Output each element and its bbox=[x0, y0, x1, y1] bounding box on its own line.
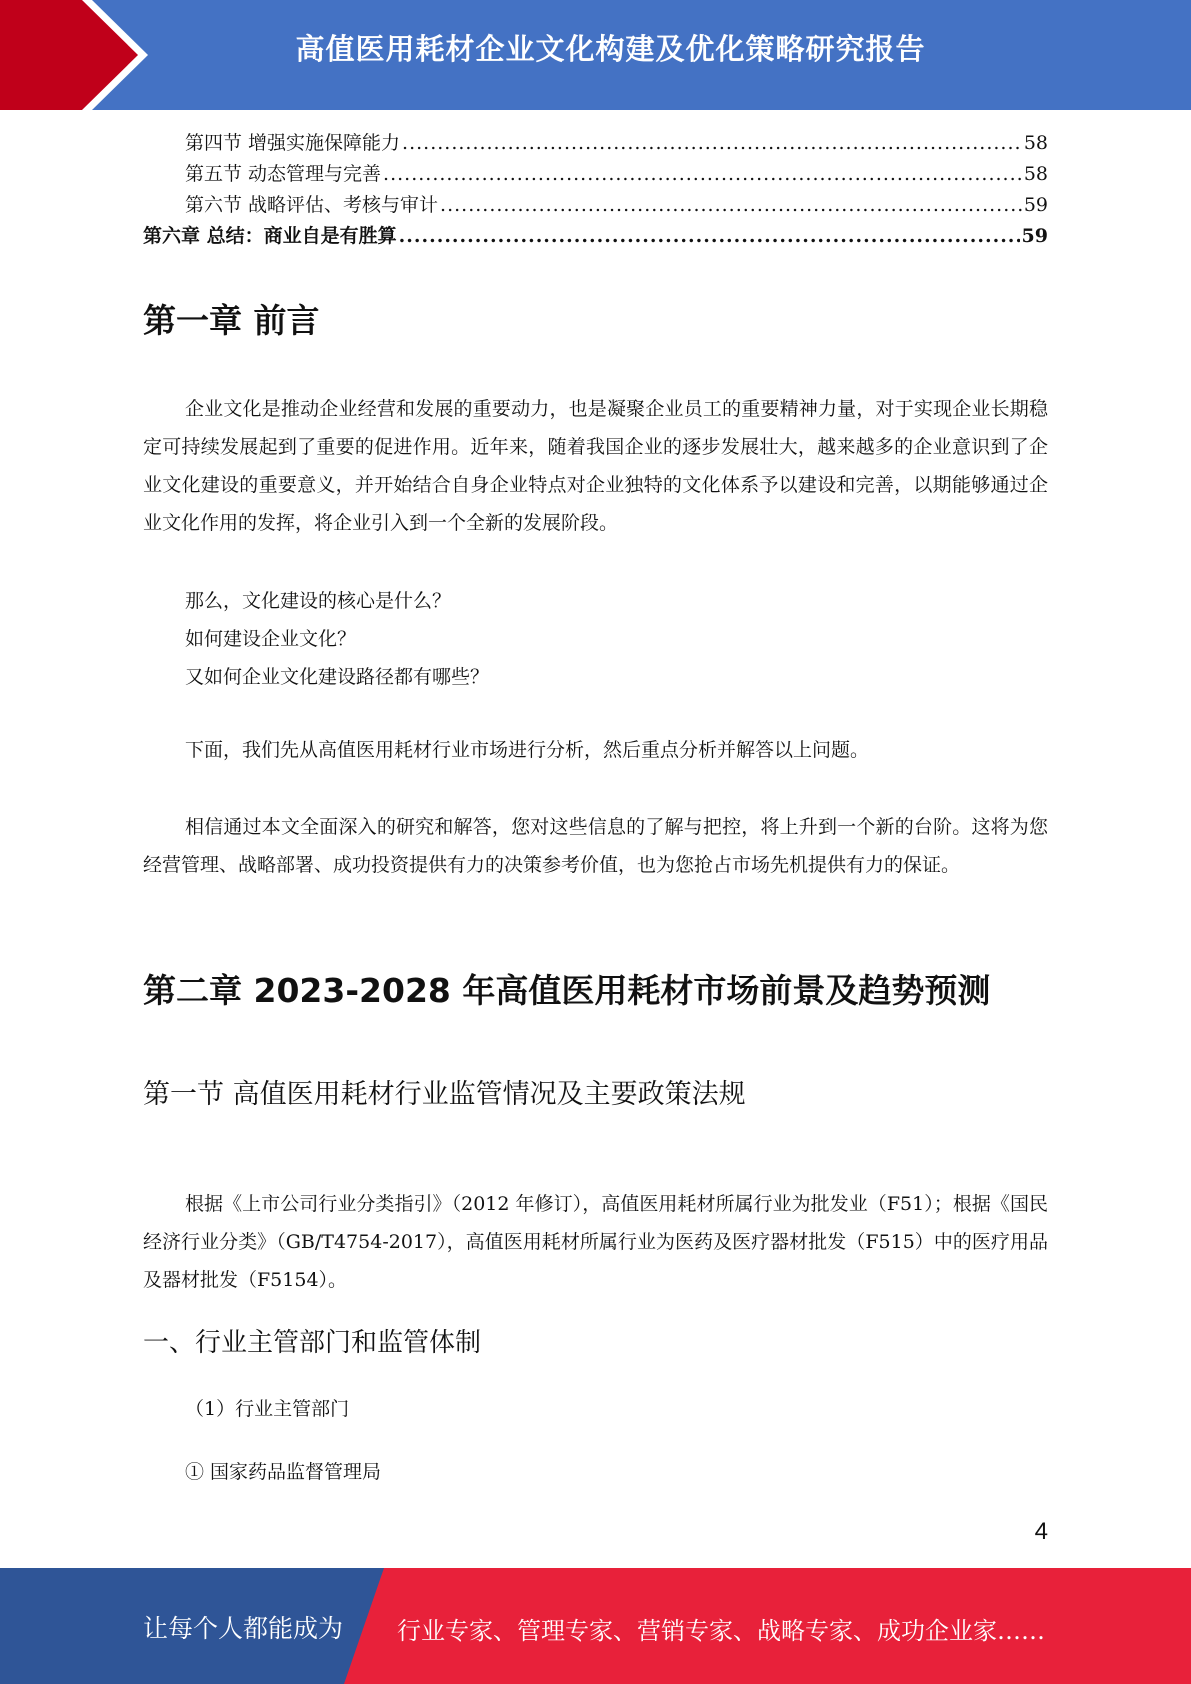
toc-entry-label: 第五节 动态管理与完善 bbox=[185, 163, 382, 185]
toc-leader-dots bbox=[383, 163, 1022, 185]
footer-slogan-right: 行业专家、管理专家、营销专家、战略专家、成功企业家…… bbox=[397, 1617, 1045, 1645]
toc-entry-page: 58 bbox=[1023, 163, 1048, 185]
toc-entry[interactable] bbox=[143, 159, 1048, 190]
header-title: 高值医用耗材企业文化构建及优化策略研究报告 bbox=[295, 32, 926, 66]
toc-entry-label: 第六节 战略评估、考核与审计 bbox=[185, 194, 439, 216]
chapter-2-paragraph-1: 根据《上市公司行业分类指引》（2012 年修订），高值医用耗材所属行业为批发业（F51）；根据《国民经济行业分类》（GB/T4754-2017），高值医用耗材所属行业为医药及医疗器材批发（F515）中的医疗用品及器材批发（F5154）。 bbox=[143, 1193, 1048, 1291]
toc-leader-dots bbox=[402, 132, 1022, 154]
toc-entry-page: 59 bbox=[1021, 225, 1048, 247]
chapter-1-paragraph-3: 相信通过本文全面深入的研究和解答，您对这些信息的了解与把控，将上升到一个新的台阶。这将为您经营管理、战略部署、成功投资提供有力的决策参考价值，也为您抢占市场先机提供有力的保证。 bbox=[143, 816, 1048, 876]
chapter-1-paragraph-2: 下面，我们先从高值医用耗材行业市场进行分析，然后重点分析并解答以上问题。 bbox=[185, 739, 870, 761]
page-footer bbox=[0, 1568, 1191, 1684]
chapter-1-title: 第一章 前言 bbox=[143, 301, 320, 340]
toc-entry-label: 第六章 总结：商业自是有胜算 bbox=[143, 225, 397, 247]
page-number: 4 bbox=[1034, 1518, 1048, 1545]
list-item: ① 国家药品监督管理局 bbox=[185, 1461, 382, 1483]
page-header bbox=[0, 0, 1191, 110]
footer-slogan-left: 让每个人都能成为 bbox=[143, 1614, 344, 1643]
question-3: 又如何企业文化建设路径都有哪些？ bbox=[185, 666, 490, 688]
toc-leader-dots bbox=[440, 194, 1022, 216]
list-item: （1）行业主管部门 bbox=[185, 1398, 350, 1420]
chapter-2-title: 第二章 2023-2028 年高值医用耗材市场前景及趋势预测 bbox=[143, 971, 991, 1010]
toc-entry-page: 59 bbox=[1023, 194, 1048, 216]
toc-entry[interactable] bbox=[143, 128, 1048, 159]
toc-entry[interactable] bbox=[143, 221, 1048, 252]
subsection-title: 一、行业主管部门和监管体制 bbox=[143, 1328, 482, 1358]
toc-entry-label: 第四节 增强实施保障能力 bbox=[185, 132, 401, 154]
toc-entry[interactable] bbox=[143, 190, 1048, 221]
toc-leader-dots bbox=[399, 225, 1020, 247]
question-1: 那么，文化建设的核心是什么？ bbox=[185, 590, 452, 612]
toc-entry-page: 58 bbox=[1023, 132, 1048, 154]
question-2: 如何建设企业文化？ bbox=[185, 628, 357, 650]
table-of-contents bbox=[143, 128, 1048, 252]
section-1-title: 第一节 高值医用耗材行业监管情况及主要政策法规 bbox=[143, 1079, 746, 1110]
chapter-1-paragraph-1: 企业文化是推动企业经营和发展的重要动力，也是凝聚企业员工的重要精神力量，对于实现企业长期稳定可持续发展起到了重要的促进作用。近年来，随着我国企业的逐步发展壮大，越来越多的企业意识到了企业文化建设的重要意义，并开始结合自身企业特点对企业独特的文化体系予以建设和完善，以期能够通过企业文化作用的发挥，将企业引入到一个全新的发展阶段。 bbox=[143, 398, 1048, 534]
